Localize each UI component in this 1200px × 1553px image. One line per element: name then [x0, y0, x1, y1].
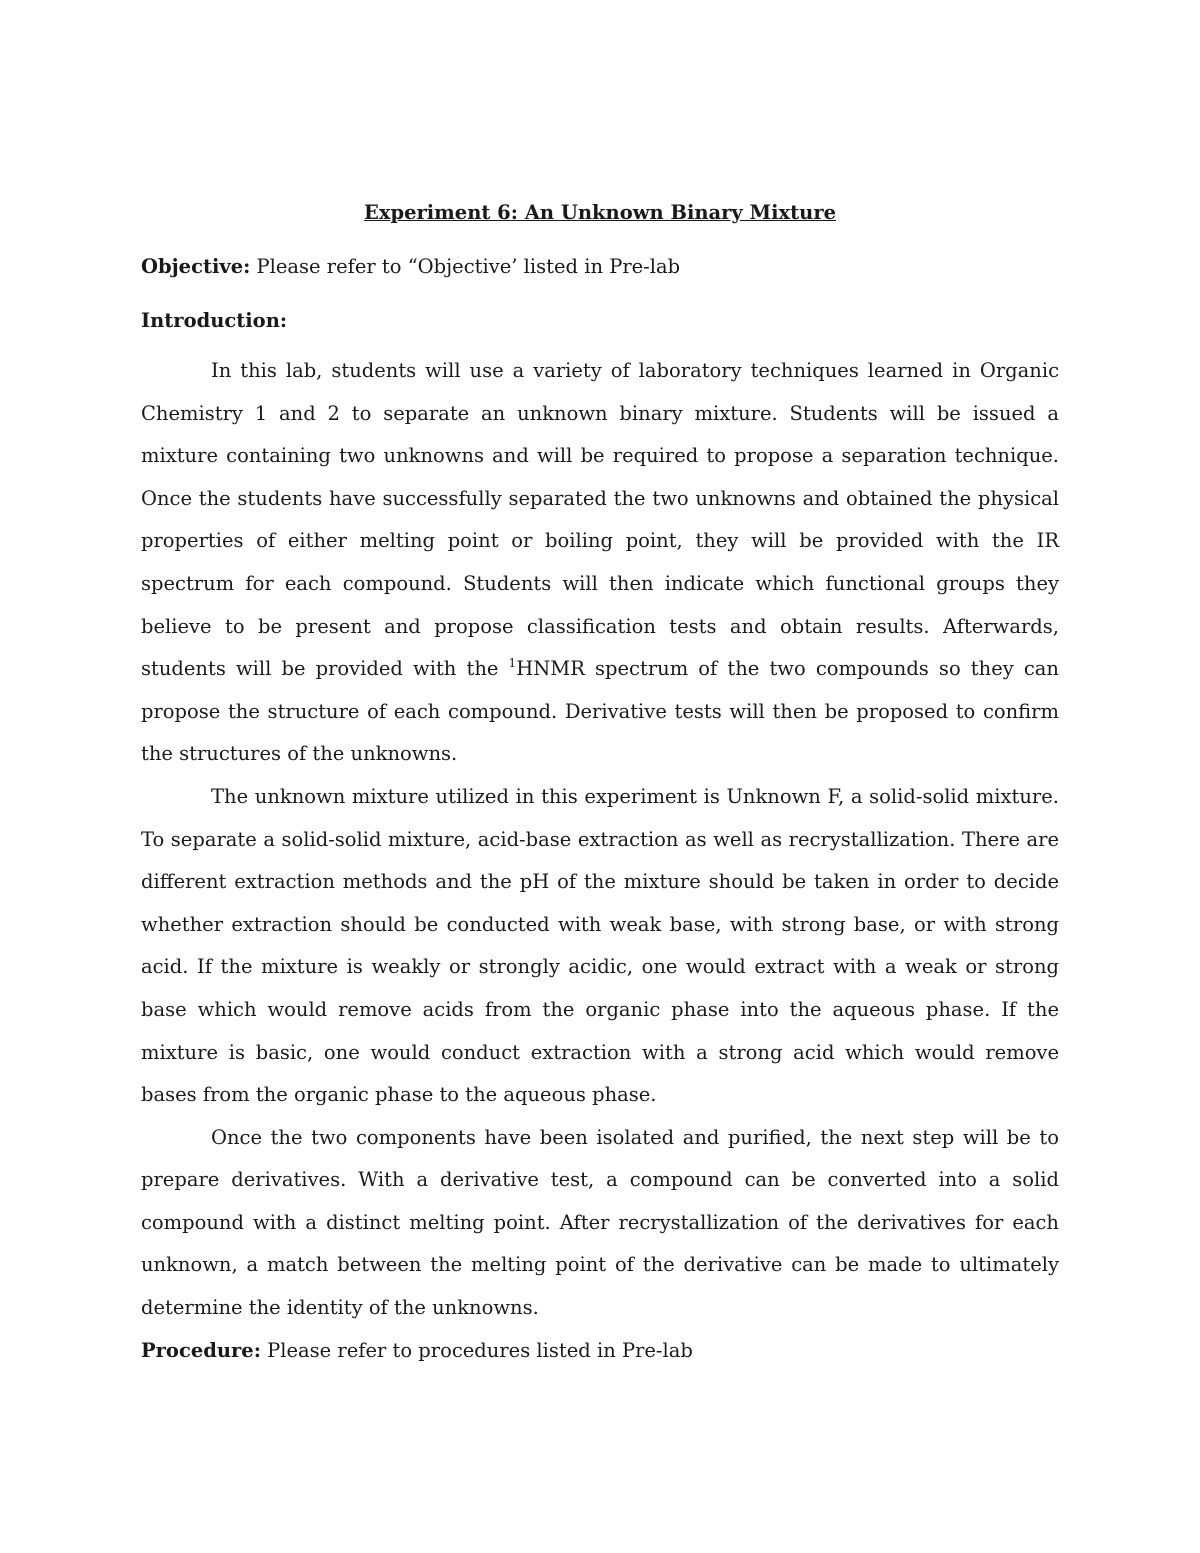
document-page — [141, 196, 1059, 1372]
superscript-one: 1 — [508, 656, 517, 671]
intro-paragraph-1-part1: In this lab, students will use a variety of laboratory techniques learned in Organic Chemistry 1 and 2 to separate an unknown binary mixture. Students will be issued a mixture containing two unknowns and will be required to propose a separation technique. Once the students have successfully separated the two unknowns and obtained the physical properties of either melting point or boiling point, they will be provided with the IR spectrum for each compound. Students will then indicate which functional groups they believe to be present and propose classification tests and obtain results. Afterwards, students will be provided with the — [141, 359, 1059, 681]
objective-text: Please refer to “Objective’ listed in Pre-lab — [250, 255, 681, 278]
introduction-heading: Introduction: — [141, 309, 288, 332]
intro-paragraph-1 — [141, 350, 1059, 776]
objective-line — [141, 250, 1059, 284]
document-title: Experiment 6: An Unknown Binary Mixture — [363, 201, 837, 224]
objective-label: Objective: — [141, 255, 251, 278]
procedure-line — [141, 1330, 1059, 1373]
intro-paragraph-3: Once the two components have been isolated and purified, the next step will be to prepare derivatives. With a derivative test, a compound can be converted into a solid compound with a distinct melting point. After recrystallization of the derivatives for each unknown, a match between the melting point of the derivative can be made to ultimately determine the identity of the unknowns. — [141, 1125, 1059, 1320]
procedure-text: Please refer to procedures listed in Pre-lab — [260, 1338, 693, 1362]
intro-paragraph-2: The unknown mixture utilized in this experiment is Unknown F, a solid-solid mixture. To separate a solid-solid mixture, acid-base extraction as well as recrystallization. There are different extraction methods and the pH of the mixture should be taken in order to decide whether extraction should be conducted with weak base, with strong base, or with strong acid. If the mixture is weakly or strongly acidic, one would extract with a weak or strong base which would remove acids from the organic phase into the aqueous phase. If the mixture is basic, one would conduct extraction with a strong acid which would remove bases from the organic phase to the aqueous phase. — [141, 784, 1059, 1107]
procedure-label: Procedure: — [141, 1338, 261, 1362]
intro-paragraph-1-part2: HNMR spectrum of the two compounds so they can propose the structure of each compound. Derivative tests will then be proposed to confirm the structures of the unknowns. — [141, 657, 1059, 766]
